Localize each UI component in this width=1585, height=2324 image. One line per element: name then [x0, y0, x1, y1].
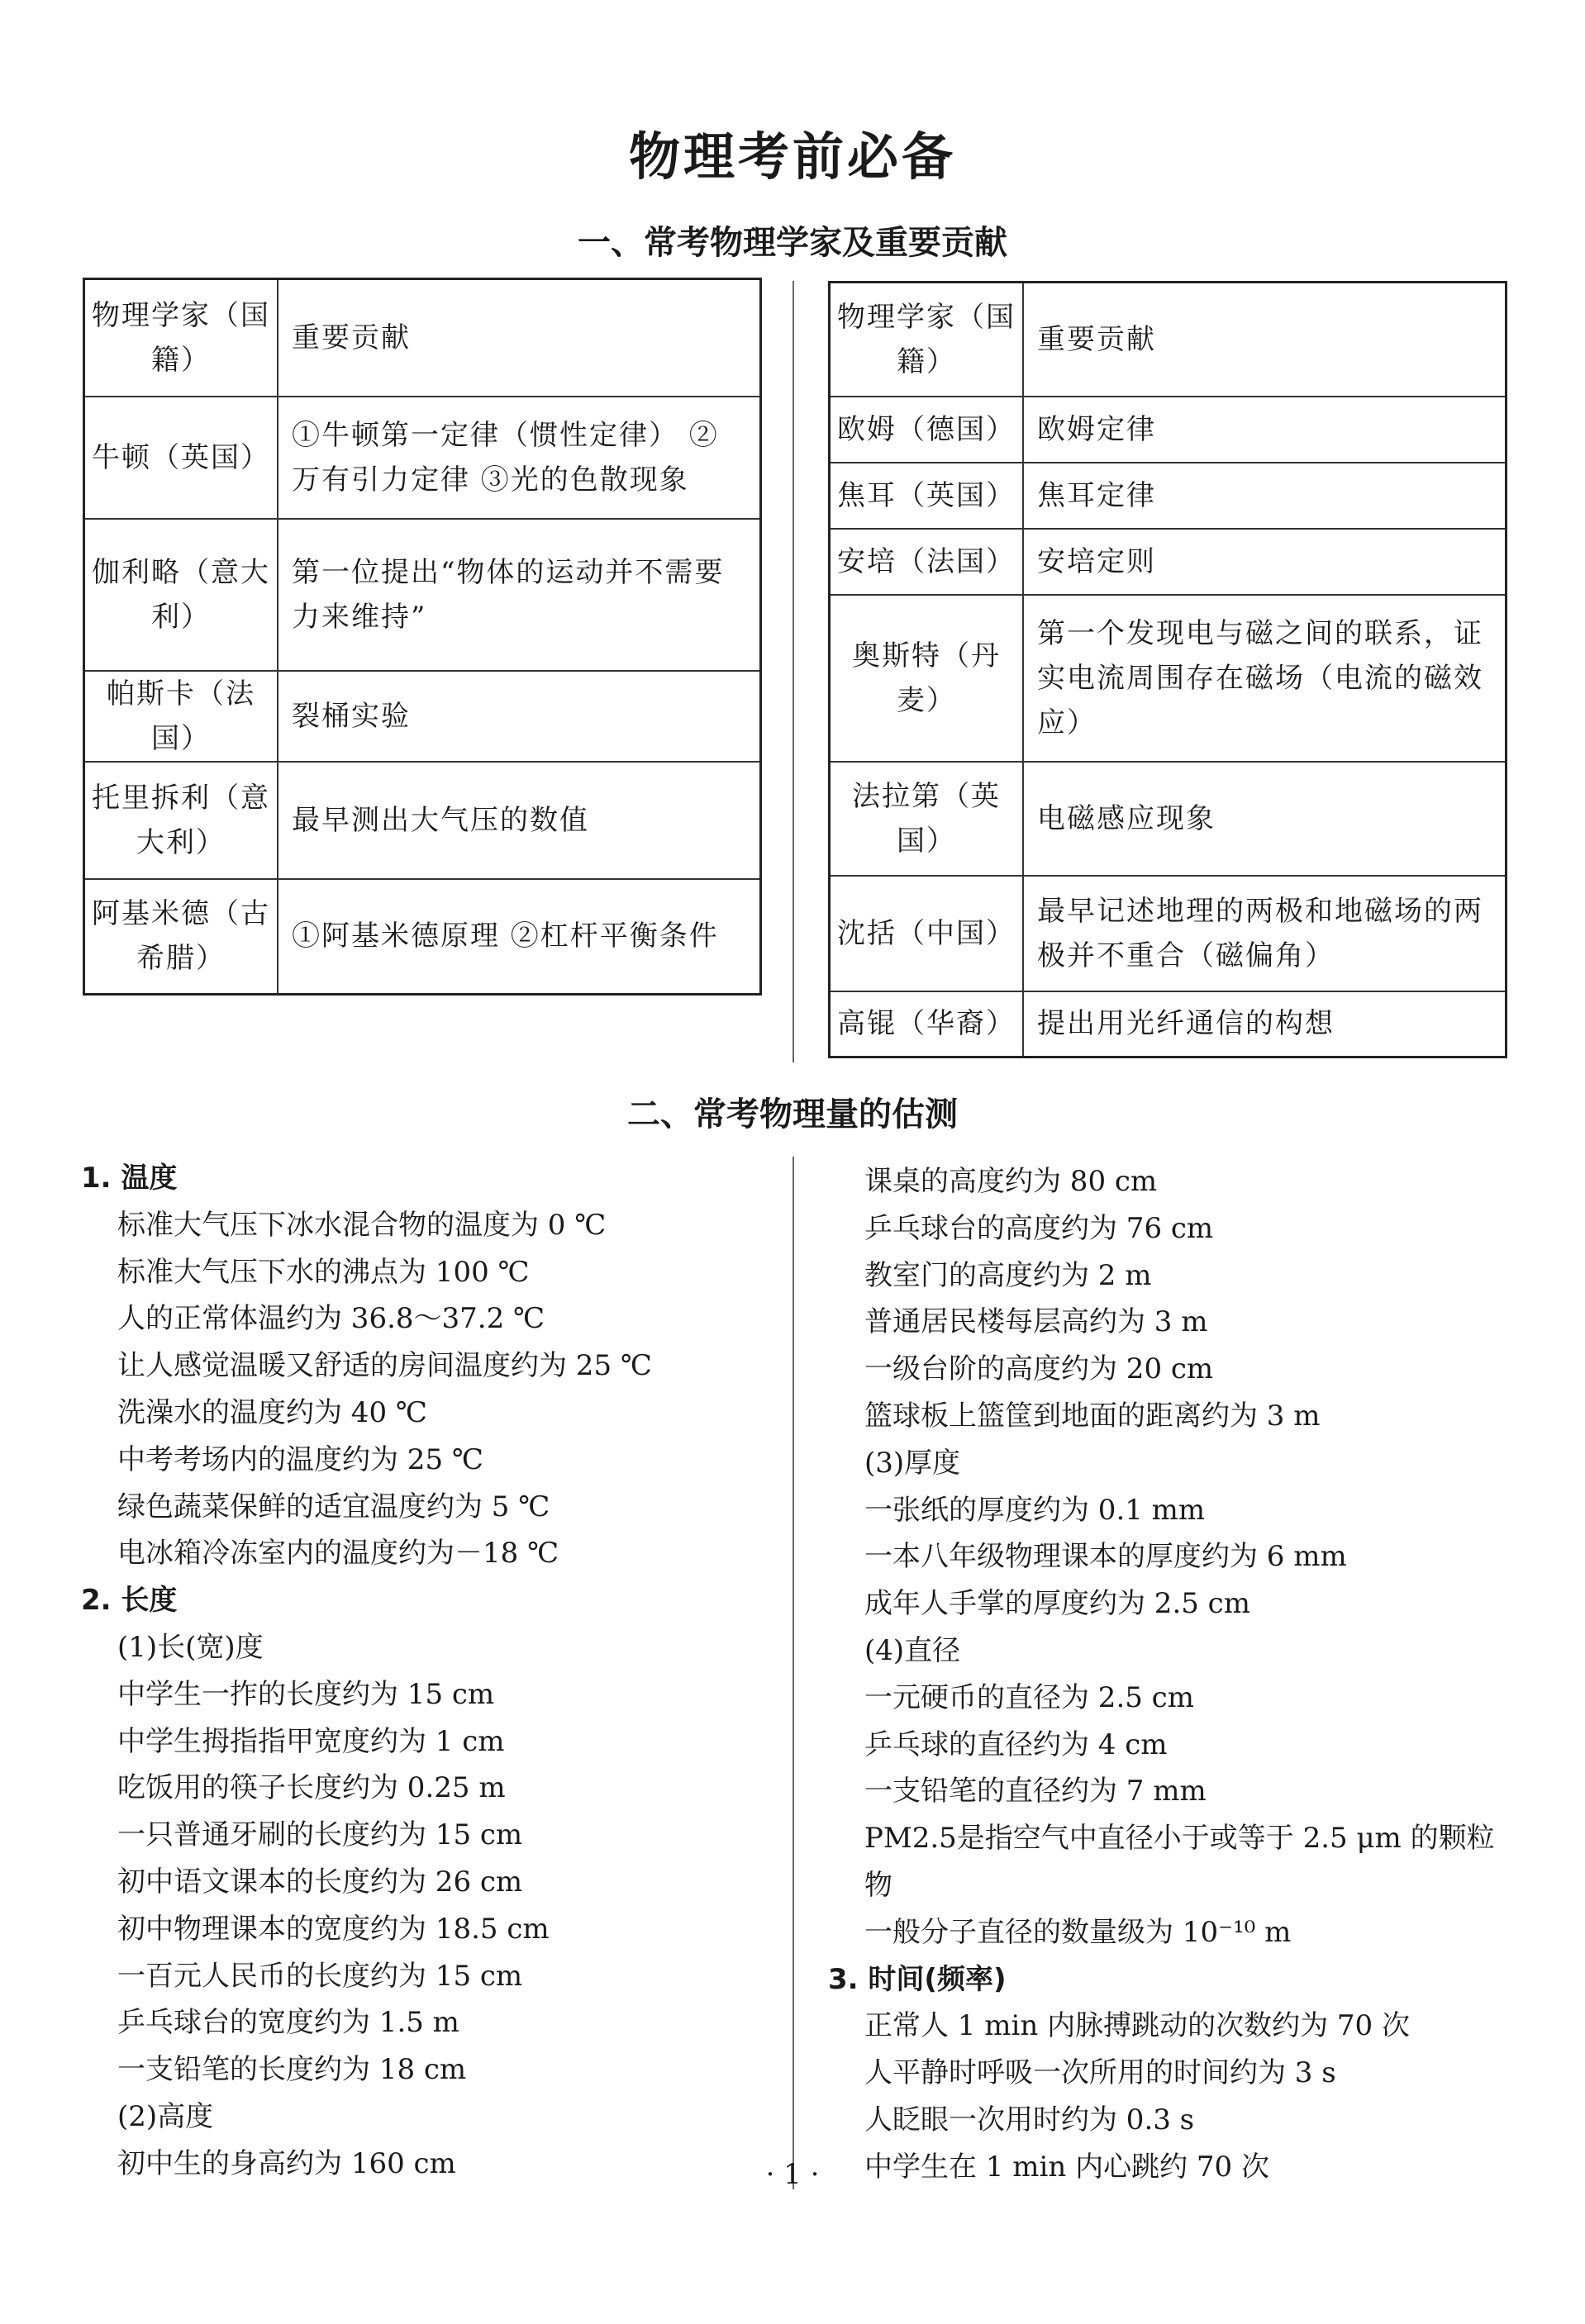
list-item: 一本八年级物理课本的厚度约为 6 mm	[864, 1540, 1347, 1574]
list-item: 吃饭用的筷子长度约为 0.25 m	[117, 1771, 506, 1805]
header-contribution: 重要贡献	[278, 279, 761, 397]
table-row	[84, 879, 761, 995]
list-item: 人眨眼一次用时约为 0.3 s	[864, 2103, 1195, 2136]
section-title-estimates: 二、常考物理量的估测	[627, 1095, 958, 1133]
page-number: · 1 ·	[765, 2158, 820, 2191]
scientist-contribution: 最早测出大气压的数值	[278, 762, 761, 879]
list-item: 标准大气压下水的沸点为 100 ℃	[117, 1255, 530, 1289]
scientist-contribution: 电磁感应现象	[1023, 762, 1506, 876]
subheading: (1)长(宽)度	[117, 1630, 264, 1664]
subheading: (3)厚度	[864, 1446, 961, 1480]
subheading: (4)直径	[864, 1633, 961, 1667]
list-item: 初中语文课本的长度约为 26 cm	[117, 1865, 523, 1899]
list-item: 普通居民楼每层高约为 3 m	[864, 1305, 1208, 1339]
list-item: 让人感觉温暖又舒适的房间温度约为 25 ℃	[117, 1349, 652, 1383]
list-item: 一支铅笔的长度约为 18 cm	[117, 2053, 467, 2087]
scientist-contribution: 焦耳定律	[1023, 463, 1506, 529]
scientist-contribution: 裂桶实验	[278, 671, 761, 762]
table-header-row	[830, 283, 1506, 397]
scientist-name: 安培（法国）	[830, 529, 1024, 595]
heading-length: 2. 长度	[81, 1584, 178, 1618]
list-item: 一张纸的厚度约为 0.1 mm	[864, 1493, 1206, 1527]
table-row	[830, 762, 1506, 876]
header-name: 物理学家（国籍）	[830, 283, 1024, 397]
scientist-name: 牛顿（英国）	[84, 397, 278, 519]
scientist-contribution: 第一位提出“物体的运动并不需要力来维持”	[278, 519, 761, 671]
list-item: 洗澡水的温度约为 40 ℃	[117, 1395, 427, 1429]
table-row	[830, 397, 1506, 463]
list-item: 电冰箱冷冻室内的温度约为－18 ℃	[117, 1537, 559, 1571]
list-item: 初中物理课本的宽度约为 18.5 cm	[117, 1912, 550, 1946]
list-item: 乒乓球台的宽度约为 1.5 m	[117, 2006, 459, 2040]
table-row	[830, 991, 1506, 1057]
list-item: PM2.5是指空气中直径小于或等于 2.5 μm 的颗粒物	[864, 1822, 1495, 1902]
list-item: 绿色蔬菜保鲜的适宜温度约为 5 ℃	[117, 1490, 550, 1523]
list-item: 一级台阶的高度约为 20 cm	[864, 1352, 1214, 1386]
list-item: 人的正常体温约为 36.8～37.2 ℃	[117, 1302, 545, 1336]
scientists-table-left	[83, 278, 762, 996]
scientists-table-right	[828, 281, 1507, 1058]
scientist-name: 奥斯特（丹麦）	[830, 595, 1024, 762]
scientist-contribution: ①阿基米德原理 ②杠杆平衡条件	[278, 879, 761, 995]
scientist-contribution: 欧姆定律	[1023, 397, 1506, 463]
table-row	[84, 397, 761, 519]
table-row	[84, 671, 761, 762]
table-row	[84, 762, 761, 879]
list-item: 正常人 1 min 内脉搏跳动的次数约为 70 次	[864, 2009, 1410, 2043]
list-item: 中考考场内的温度约为 25 ℃	[117, 1442, 483, 1476]
scientist-contribution: 第一个发现电与磁之间的联系，证实电流周围存在磁场（电流的磁效应）	[1023, 595, 1506, 762]
scientist-name: 帕斯卡（法国）	[84, 671, 278, 762]
scientist-contribution: 最早记述地理的两极和地磁场的两极并不重合（磁偏角）	[1023, 876, 1506, 991]
scientist-name: 焦耳（英国）	[830, 463, 1024, 529]
scientist-name: 法拉第（英国）	[830, 762, 1024, 876]
heading-temperature: 1. 温度	[81, 1162, 178, 1195]
list-item: 课桌的高度约为 80 cm	[864, 1165, 1158, 1198]
table-row	[830, 463, 1506, 529]
section-title-scientists: 一、常考物理学家及重要贡献	[578, 224, 1007, 262]
list-item: 乒乓球的直径约为 4 cm	[864, 1728, 1168, 1761]
list-item: 初中生的身高约为 160 cm	[117, 2146, 456, 2180]
list-item: 成年人手掌的厚度约为 2.5 cm	[864, 1587, 1250, 1621]
table-row	[830, 876, 1506, 991]
scientist-contribution: ①牛顿第一定律（惯性定律） ②万有引力定律 ③光的色散现象	[278, 397, 761, 519]
subheading: (2)高度	[117, 2099, 214, 2133]
table-header-row	[84, 279, 761, 397]
list-item: 中学生在 1 min 内心跳约 70 次	[864, 2150, 1269, 2184]
scientist-contribution: 提出用光纤通信的构想	[1023, 991, 1506, 1057]
list-item: 一只普通牙刷的长度约为 15 cm	[117, 1818, 523, 1852]
scientist-name: 阿基米德（古希腊）	[84, 879, 278, 995]
estimates-column-right	[828, 1158, 1522, 2191]
list-item: 教室门的高度约为 2 m	[864, 1258, 1152, 1292]
list-item: 乒乓球台的高度约为 76 cm	[864, 1211, 1214, 1245]
list-item: 一元硬币的直径为 2.5 cm	[864, 1680, 1194, 1714]
scientist-name: 托里拆利（意大利）	[84, 762, 278, 879]
column-divider	[792, 1157, 794, 2189]
column-divider	[792, 281, 794, 1062]
list-item: 篮球板上篮筐到地面的距离约为 3 m	[864, 1399, 1321, 1433]
header-name: 物理学家（国籍）	[84, 279, 278, 397]
scientist-contribution: 安培定则	[1023, 529, 1506, 595]
list-item: 人平静时呼吸一次所用的时间约为 3 s	[864, 2056, 1336, 2090]
scientist-name: 沈括（中国）	[830, 876, 1024, 991]
scientist-name: 伽利略（意大利）	[84, 519, 278, 671]
list-item: 中学生一拃的长度约为 15 cm	[117, 1677, 495, 1711]
list-item: 一般分子直径的数量级为 10⁻¹⁰ m	[864, 1915, 1292, 1949]
table-row	[84, 519, 761, 671]
page-title: 物理考前必备	[628, 126, 956, 187]
heading-time: 3. 时间(频率)	[828, 1962, 1007, 1996]
list-item: 标准大气压下冰水混合物的温度为 0 ℃	[117, 1208, 607, 1242]
scientist-name: 欧姆（德国）	[830, 397, 1024, 463]
header-contribution: 重要贡献	[1023, 283, 1506, 397]
table-row	[830, 529, 1506, 595]
scientist-name: 高锟（华裔）	[830, 991, 1024, 1057]
list-item: 一百元人民币的长度约为 15 cm	[117, 1959, 523, 1993]
list-item: 一支铅笔的直径约为 7 mm	[864, 1775, 1207, 1808]
list-item: 中学生拇指指甲宽度约为 1 cm	[117, 1724, 505, 1758]
estimates-column-left	[81, 1155, 792, 2188]
table-row	[830, 595, 1506, 762]
